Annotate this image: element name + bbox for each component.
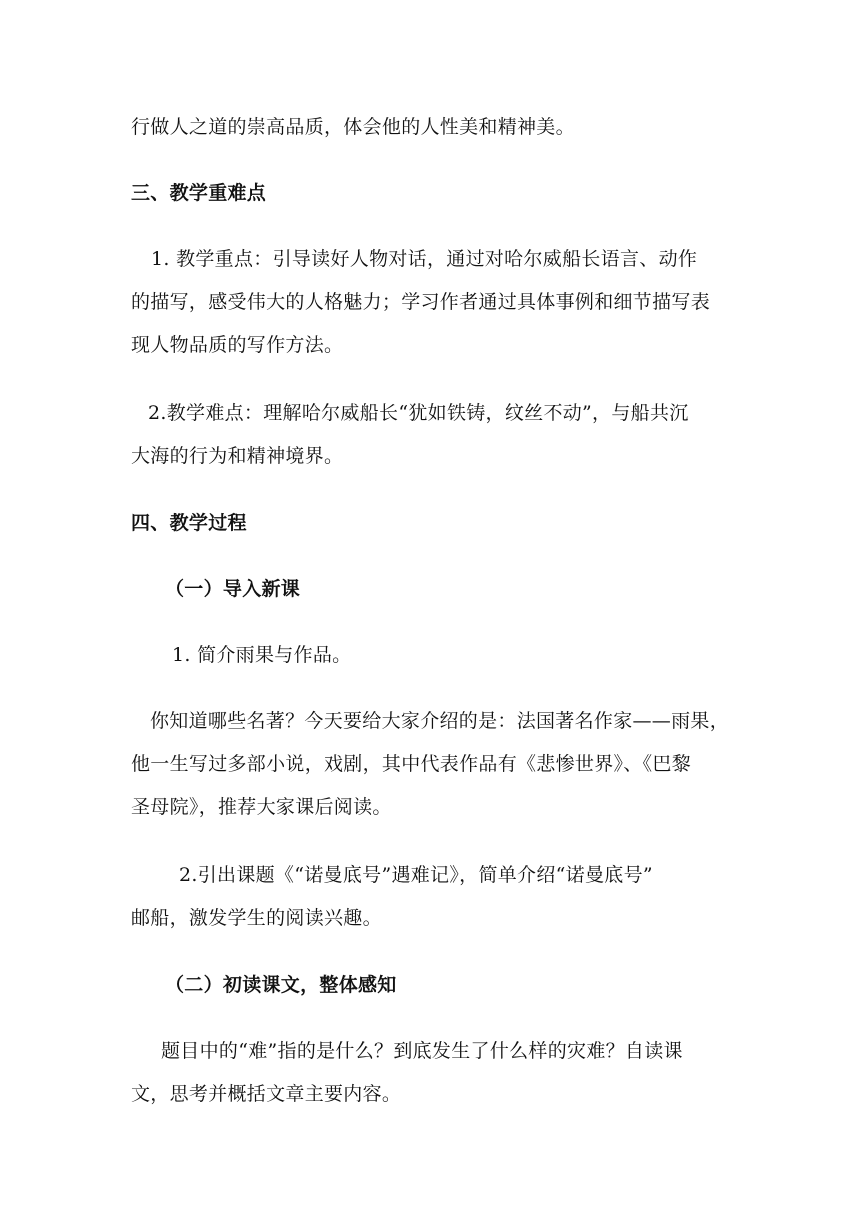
paragraph-line: 1. 简介雨果与作品。 [172,644,352,666]
subsection-heading: （二）初读课文，整体感知 [165,974,397,996]
paragraph-line: 现人物品质的写作方法。 [131,334,344,356]
paragraph-line: 你知道哪些名著？今天要给大家介绍的是：法国著名作家——雨果， [150,710,730,732]
paragraph-line: 行做人之道的崇高品质，体会他的人性美和精神美。 [131,116,575,138]
paragraph-line: 邮船，激发学生的阅读兴趣。 [131,907,382,929]
paragraph-line: 2.引出课题《“诺曼底号”遇难记》，简单介绍“诺曼底号” [179,864,653,886]
paragraph-line: 2.教学难点：理解哈尔威船长“犹如铁铸，纹丝不动”，与船共沉 [148,402,689,424]
paragraph-line: 题目中的“难”指的是什么？到底发生了什么样的灾难？自读课 [161,1040,683,1062]
section-heading: 三、教学重难点 [131,182,267,204]
section-heading: 四、教学过程 [131,512,247,534]
subsection-heading: （一）导入新课 [165,578,301,600]
paragraph-line: 1. 教学重点：引导读好人物对话，通过对哈尔威船长语言、动作 [151,248,698,270]
paragraph-line: 文，思考并概括文章主要内容。 [131,1083,402,1105]
paragraph-line: 圣母院》，推荐大家课后阅读。 [131,796,392,818]
paragraph-line: 他一生写过多部小说，戏剧，其中代表作品有《悲惨世界》、《巴黎 [131,753,692,775]
paragraph-line: 大海的行为和精神境界。 [131,445,344,467]
paragraph-line: 的描写，感受伟大的人格魅力；学习作者通过具体事例和细节描写表 [131,291,711,313]
